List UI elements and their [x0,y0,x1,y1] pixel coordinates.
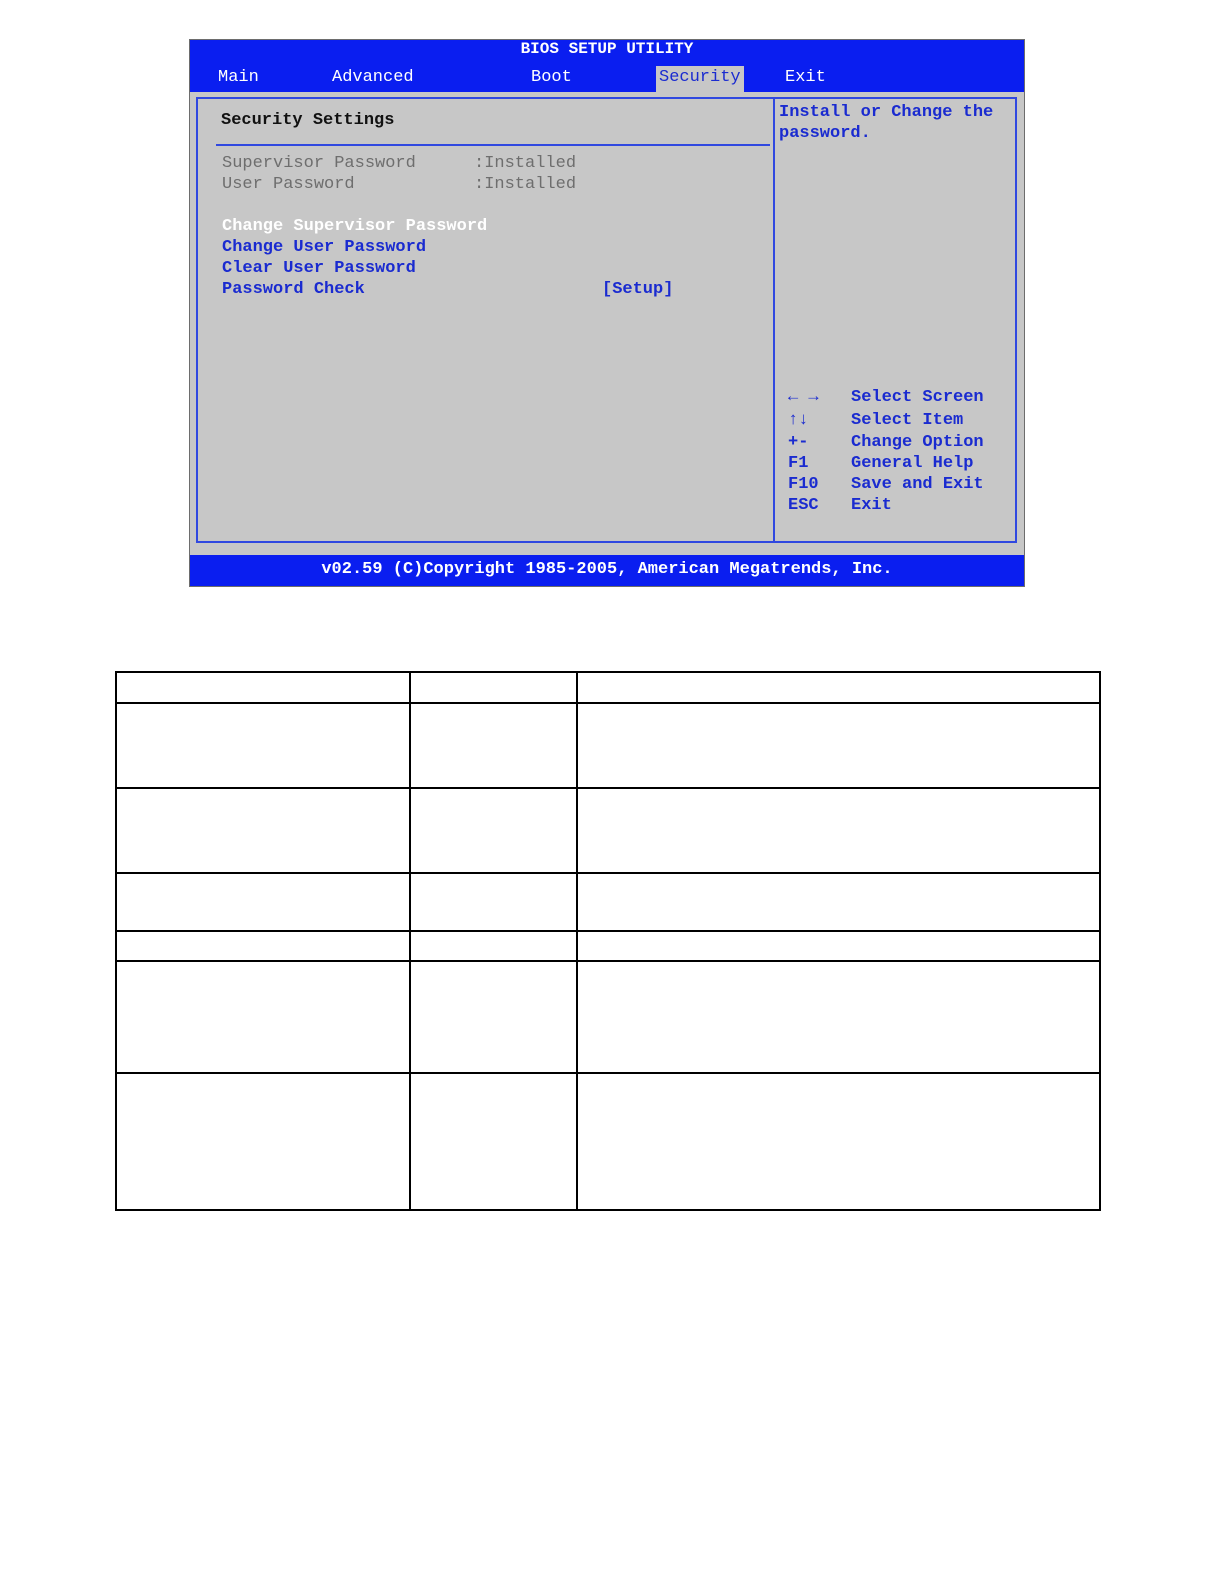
change-user-password-option[interactable]: Change User Password [222,238,427,257]
table-cell [116,672,410,703]
change-supervisor-password-option[interactable]: Change Supervisor Password [222,217,488,236]
menu-bar [190,64,1024,92]
table-cell [410,672,577,703]
menu-main[interactable]: Main [218,68,259,87]
help-text: Install or Change the password. [779,103,994,143]
table-cell [410,1073,577,1210]
title-divider [216,144,770,146]
table-cell [410,931,577,961]
password-check-option[interactable]: Password Check [222,280,365,299]
menu-advanced[interactable]: Advanced [332,68,414,87]
left-right-arrows-icon: ← → [788,388,819,407]
key-hint-save-exit [788,475,984,494]
menu-boot[interactable]: Boot [531,68,572,87]
up-down-arrows-icon: ↑↓ [788,411,809,430]
table-cell [410,788,577,873]
key-name: +- [788,433,809,452]
key-description: Select Item [851,411,964,430]
table-cell [116,788,410,873]
table-cell [116,931,410,961]
info-value: :Installed [474,154,577,173]
key-hint-general-help [788,454,974,473]
info-label: Supervisor Password [222,154,416,173]
key-hint-change-option [788,433,984,452]
table-cell [116,961,410,1073]
table-cell [410,703,577,788]
section-title: Security Settings [221,111,395,130]
key-name: F1 [788,454,809,473]
key-description: Select Screen [851,388,984,407]
table-cell [577,1073,1100,1210]
table-row [116,873,1100,931]
key-description: General Help [851,454,974,473]
info-label: User Password [222,175,355,194]
table-cell [410,873,577,931]
clear-user-password-option[interactable]: Clear User Password [222,259,416,278]
table-cell [577,672,1100,703]
help-panel [773,97,1017,543]
table-cell [577,961,1100,1073]
settings-panel [196,97,773,543]
key-name: ESC [788,496,819,515]
key-hint-select-item [788,411,964,430]
supervisor-password-status [222,154,577,173]
table-cell [410,961,577,1073]
table-cell [116,873,410,931]
table-cell [577,873,1100,931]
bios-setup-window [189,39,1025,587]
table-cell [577,703,1100,788]
table-row [116,931,1100,961]
key-description: Exit [851,496,892,515]
menu-security[interactable]: Security [656,66,744,92]
settings-description-table [115,671,1101,1211]
menu-exit[interactable]: Exit [785,68,826,87]
bios-title: BIOS SETUP UTILITY [190,40,1024,64]
table-row [116,788,1100,873]
table-cell [116,703,410,788]
key-hint-select-screen [788,388,984,407]
table-row [116,703,1100,788]
user-password-status [222,175,577,194]
key-description: Change Option [851,433,984,452]
table-cell [116,1073,410,1210]
key-description: Save and Exit [851,475,984,494]
table-row [116,1073,1100,1210]
key-name: F10 [788,475,819,494]
copyright-footer: v02.59 (C)Copyright 1985-2005, American Megatrends, Inc. [190,555,1024,586]
table-row [116,672,1100,703]
table-cell [577,788,1100,873]
info-value: :Installed [474,175,577,194]
key-hint-exit [788,496,892,515]
password-check-value[interactable]: [Setup] [602,280,674,299]
table-cell [577,931,1100,961]
table-row [116,961,1100,1073]
